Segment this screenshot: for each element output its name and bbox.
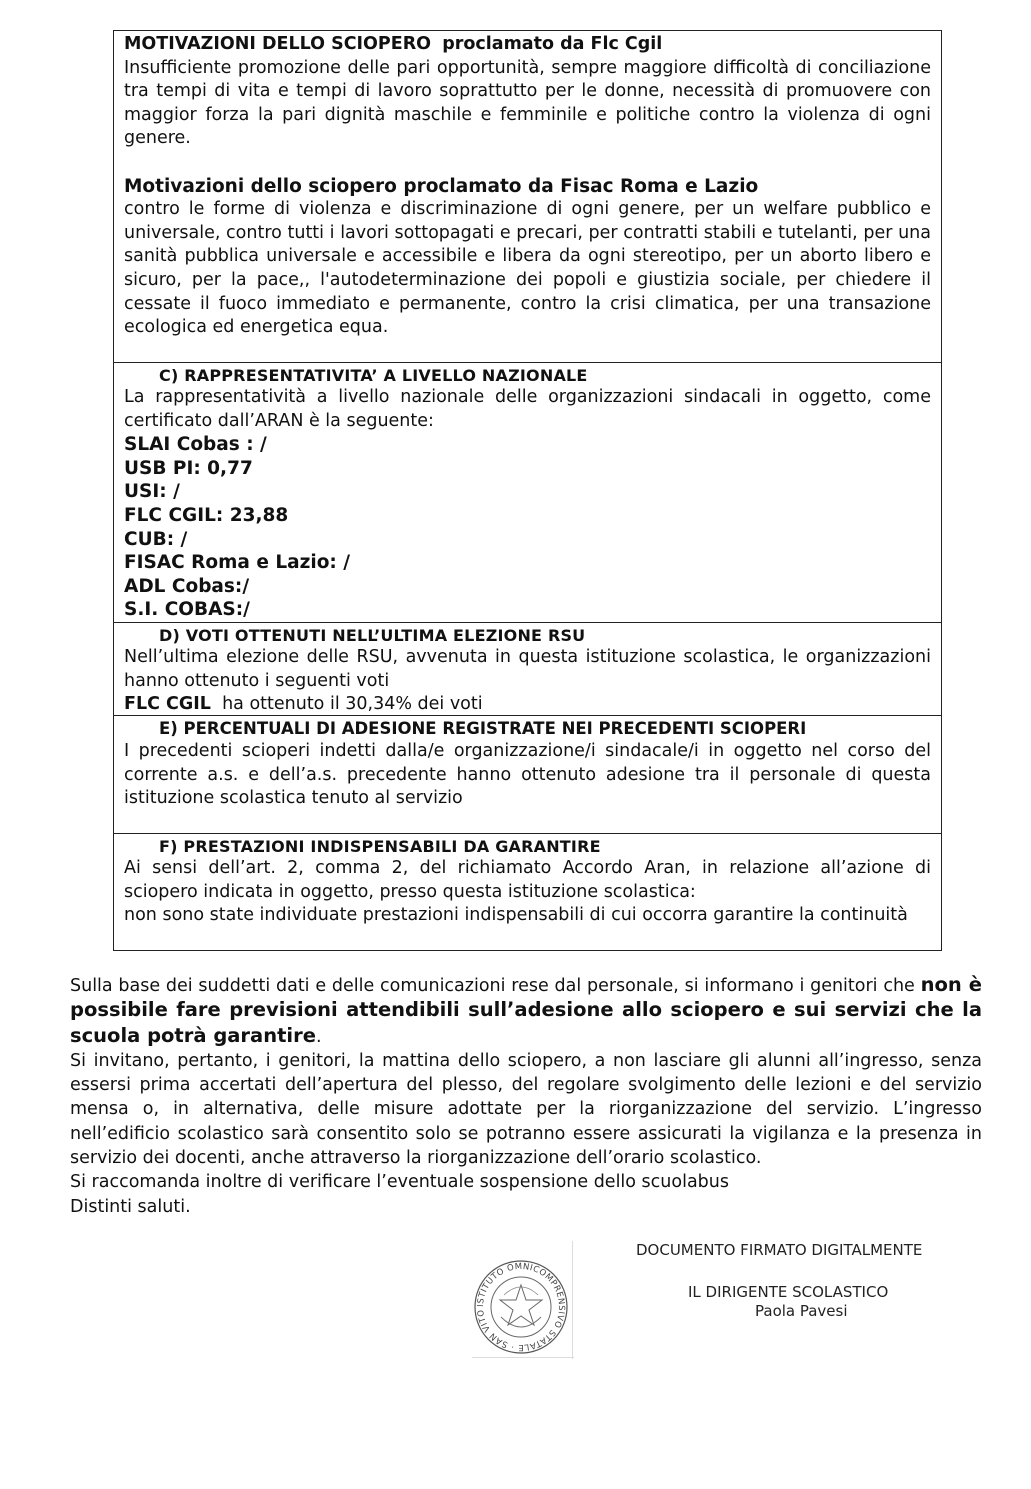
rep-item-flc: FLC CGIL: 23,88: [124, 504, 289, 526]
section-d-heading: D) VOTI OTTENUTI NELL’ULTIMA ELEZIONE RSU: [159, 626, 586, 645]
rep-item-adl: ADL Cobas:/: [124, 575, 250, 597]
fisac-text: contro le forme di violenza e discriminazione di ogni genere, per un welfare pubblico e universale, contro tutti i lavori sottopagati e precari, per contratti stabili e tutelanti, per una sanità pubblica universale e accessibile e libera da ogni stereotipo, per un aborto libero e sicuro, per la pace,, l'autodeterminazione dei popoli e giustizia sociale, per chiedere il cessate il fuoco immediato e permanente, contro la crisi climatica, per una transazione ecologica ed energetica equa.: [124, 199, 931, 338]
section-d-result-text: ha ottenuto il 30,34% dei voti: [222, 694, 483, 715]
section-c-cell: [114, 363, 941, 623]
closing-p1-start: Sulla base dei suddetti dati e delle comunicazioni rese dal personale, si informano i genitori che: [70, 976, 915, 996]
closing-p2: Si invitano, pertanto, i genitori, la mattina dello sciopero, a non lasciare gli alunni all’ingresso, senza essersi prima accertati dell’apertura del plesso, del regolare svolgimento delle lezioni e del servizio mensa o, in alternativa, delle misure adottate per la riorganizzazione del servizio. L’ingresso nell’edificio scolastico sarà consentito solo se potranno essere assicurati la vigilanza e la presenza in servizio dei docenti, anche attraverso la riorganizzazione dell’orario scolastico.: [70, 1050, 982, 1169]
closing-p1-end: .: [315, 1026, 322, 1047]
section-c-text: La rappresentatività a livello nazionale delle organizzazioni sindacali in oggetto, come certificato dall’ARAN è la seguente:: [124, 387, 931, 431]
strike-info-table: [113, 30, 942, 951]
stamp-divider: [572, 1241, 573, 1359]
closing-p4: Distinti saluti.: [70, 1196, 191, 1217]
section-c-heading: C) RAPPRESENTATIVITA’ A LIVELLO NAZIONALE: [159, 366, 588, 385]
flc-text: Insufficiente promozione delle pari opportunità, sempre maggiore difficoltà di conciliazione tra tempi di vita e tempi di lavoro soprattutto per le donne, necessità di promuovere con maggior forza la pari dignità maschile e femminile e politiche contro la violenza di ogni genere.: [124, 57, 931, 149]
section-f-text2: non sono state individuate prestazioni indispensabili di cui occorra garantire la continuità: [124, 905, 908, 926]
section-d-result: [124, 693, 931, 717]
section-f-heading: F) PRESTAZIONI INDISPENSABILI DA GARANTIRE: [159, 837, 601, 856]
signer-role: IL DIRIGENTE SCOLASTICO: [688, 1283, 889, 1301]
closing-p3: Si raccomanda inoltre di verificare l’eventuale sospensione dello scuolabus: [70, 1172, 730, 1193]
motivations-cell: [114, 31, 941, 363]
closing-p1-bold: non è possibile fare previsioni attendibili sull’adesione allo sciopero e sui servizi che la scuola potrà garantire: [70, 973, 982, 1047]
section-e-text: I precedenti scioperi indetti dalla/e organizzazione/i sindacale/i in oggetto nel corso del corrente a.s. e dell’a.s. precedente hanno ottenuto adesione tra il personale di questa istituzione scolastica tenuto al servizio: [124, 741, 931, 809]
section-d-result-org: FLC CGIL: [124, 694, 211, 715]
rep-item-fisac: FISAC Roma e Lazio: /: [124, 552, 351, 574]
signer-name: Paola Pavesi: [755, 1302, 848, 1320]
section-d-text: Nell’ultima elezione delle RSU, avvenuta in questa istituzione scolastica, le organizzazioni hanno ottenuto i seguenti voti: [124, 647, 931, 691]
rep-item-usb: USB PI: 0,77: [124, 457, 253, 479]
flc-title: [124, 33, 931, 57]
closing-text: [70, 973, 982, 1219]
section-e-cell: [114, 716, 941, 834]
spacer: [124, 151, 931, 175]
seal-icon: [466, 1255, 576, 1360]
closing-p1: [70, 973, 982, 1049]
digital-signature-note: DOCUMENTO FIRMATO DIGITALMENTE: [636, 1241, 923, 1259]
section-d-cell: [114, 623, 941, 716]
stamp-text: ISTITUTO OMNICOMPRENSIVO STATALE · SAN VITO: [475, 1261, 567, 1353]
school-stamp: [466, 1255, 576, 1360]
flc-title-suffix: proclamato da Flc Cgil: [442, 34, 663, 54]
rep-item-slai: SLAI Cobas : /: [124, 434, 267, 456]
rep-item-cub: CUB: /: [124, 528, 188, 550]
section-e-heading: E) PERCENTUALI DI ADESIONE REGISTRATE NEI PRECEDENTI SCIOPERI: [159, 719, 807, 738]
section-f-cell: [114, 834, 941, 950]
stamp-divider-bottom: [472, 1357, 574, 1358]
fisac-title: Motivazioni dello sciopero proclamato da Fisac Roma e Lazio: [124, 175, 759, 197]
flc-title-main: MOTIVAZIONI DELLO SCIOPERO: [124, 34, 432, 54]
rep-item-usi: USI: /: [124, 481, 180, 503]
section-f-text: Ai sensi dell’art. 2, comma 2, del richiamato Accordo Aran, in relazione all’azione di sciopero indicata in oggetto, presso questa istituzione scolastica:: [124, 858, 931, 902]
rep-item-si-cobas: S.I. COBAS:/: [124, 599, 250, 621]
